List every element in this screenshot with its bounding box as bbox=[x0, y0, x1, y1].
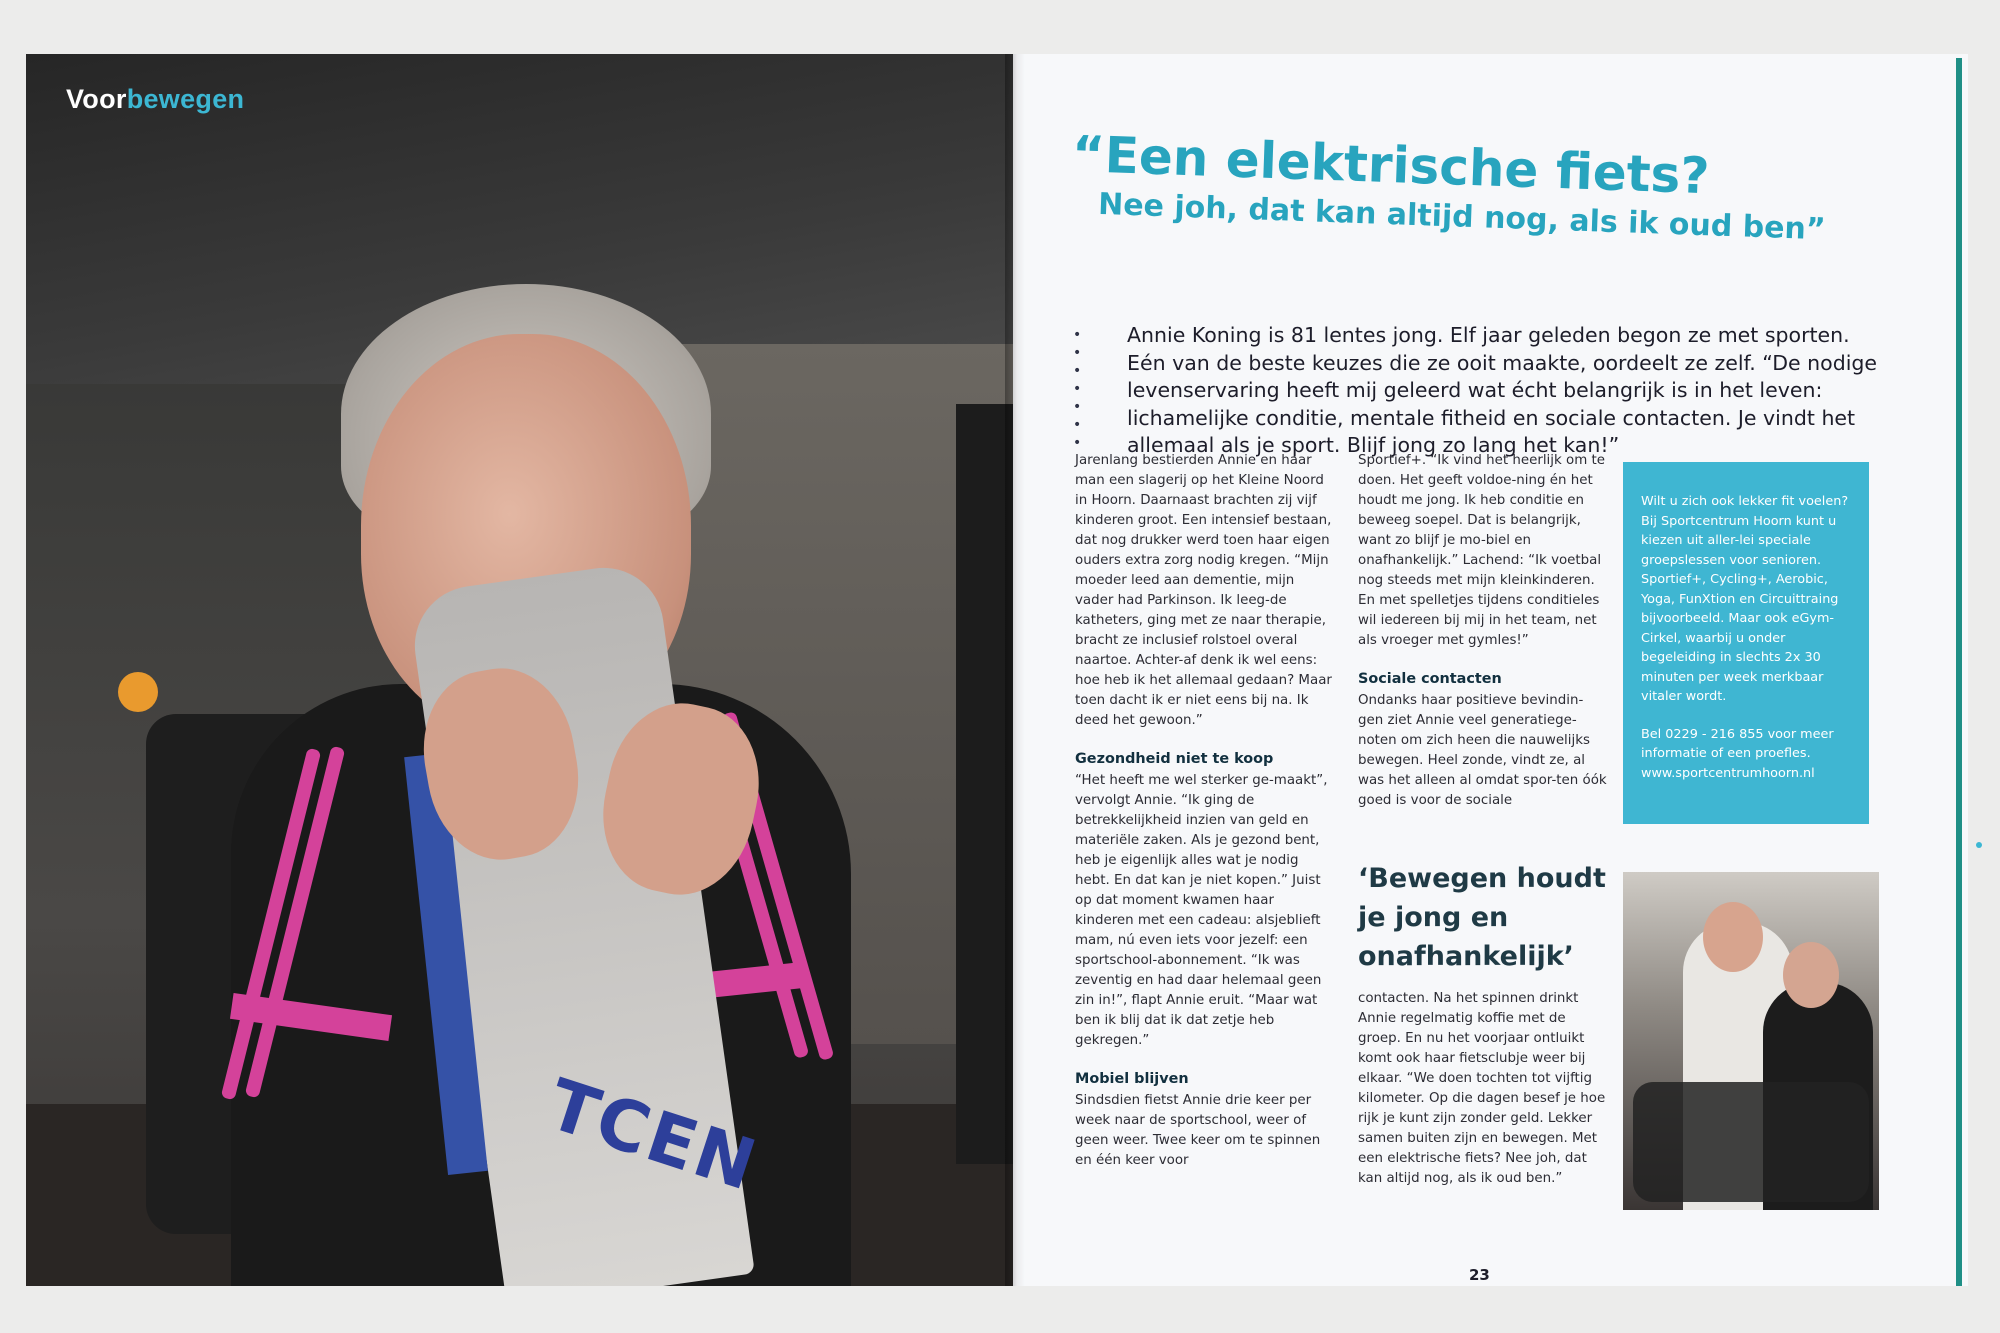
body-paragraph: “Het heeft me wel sterker ge-maakt”, vervolgt Annie. “Ik ging de betrekkelijkheid inzien van geld en materiële zaken. Als je gezond bent, heb je eigenlijk alles wat je nodig hebt. En dat kan je niet kopen.” Juist op dat moment kwamen haar kinderen met een cadeau: alsjeblieft mam, nú even iets voor jezelf: een sportschool-abonnement. “Ik was zeventig en had daar helemaal geen zin in!”, flapt Annie eruit. “Maar wat ben ik blij dat ik dat zetje heb gekregen.” bbox=[1075, 773, 1328, 1048]
bullet-icon: • bbox=[1073, 417, 1082, 433]
bullet-icon: • bbox=[1073, 435, 1082, 451]
bullet-icon: • bbox=[1073, 327, 1082, 343]
article-headline bbox=[1070, 124, 1933, 254]
trainer-head bbox=[1703, 902, 1763, 972]
info-box-contact: Bel 0229 - 216 855 voor meer informatie of een proefles. www.sportcentrumhoorn.nl bbox=[1641, 726, 1834, 781]
portrait-photo bbox=[26, 54, 1013, 1286]
headline-line2: Nee joh, dat kan altijd nog, als ik oud ben” bbox=[1097, 186, 1827, 248]
spine-shadow bbox=[1005, 54, 1025, 1286]
bullet-dots bbox=[1073, 322, 1093, 451]
body-paragraph: Sindsdien fietst Annie drie keer per week naar de sportschool, weer of geen weer. Twee keer om te spinnen en één keer voor bbox=[1075, 1093, 1321, 1168]
article-column-3 bbox=[1358, 989, 1608, 1207]
page-edge bbox=[1956, 58, 1962, 1286]
section-label-voor: Voor bbox=[66, 84, 127, 114]
body-paragraph: Jarenlang bestierden Annie en haar man een slagerij op het Kleine Noord in Hoorn. Daarnaast brachten zij vijf kinderen groot. Een intensief bestaan, dat nog drukker werd toen haar eigen ouders extra zorg nodig kregen. “Mijn moeder leed aan dementie, mijn vader had Parkinson. Ik leeg-de katheters, ging met ze naar therapie, bracht ze inclusief rolstoel overal naartoe. Achter-af denk ik wel eens: hoe heb ik het allemaal gedaan? Maar toen dacht ik er niet eens bij na. Ik deed het gewoon.” bbox=[1075, 453, 1332, 728]
edge-dot bbox=[1976, 842, 1982, 848]
info-box bbox=[1623, 462, 1869, 824]
section-label bbox=[66, 84, 244, 115]
bullet-icon: • bbox=[1073, 381, 1082, 397]
intro-text: Annie Koning is 81 lentes jong. Elf jaar geleden begon ze met sporten. Eén van de beste keuzes die ze ooit maakte, oordeelt ze zelf. “De nodige levenservaring heeft mij geleerd wat écht belangrijk is in het leven: lichamelijke conditie, mentale fitheid en sociale contacten. Je vindt het allemaal als je sport. Blijf jong zo lang het kan!” bbox=[1127, 323, 1878, 457]
bullet-icon: • bbox=[1073, 345, 1082, 361]
subheading: Gezondheid niet te koop bbox=[1075, 751, 1274, 767]
intro-paragraph bbox=[1073, 322, 1893, 460]
body-paragraph: contacten. Na het spinnen drinkt Annie regelmatig koffie met de groep. En nu het voorjaar ontluikt komt ook haar fietsclubje weer bij elkaar. “We doen tochten tot vijftig kilometer. Op die dagen besef je hoe rijk je kunt zijn zonder geld. Lekker samen buiten zijn en bewegen. Met een elektrische fiets? Nee joh, dat kan altijd nog, als ik oud ben.” bbox=[1358, 991, 1606, 1186]
info-box-text: Wilt u zich ook lekker fit voelen? Bij Sportcentrum Hoorn kunt u kiezen uit aller-lei speciale groepslessen voor senioren. Sportief+, Cycling+, Aerobic, Yoga, FunXtion en Circuittraing bijvoorbeeld. Maar ook eGym-Cirkel, waarbij u onder begeleiding in slechts 2x 30 minuten per week merkbaar vitaler wordt. bbox=[1641, 494, 1849, 704]
page-number: 23 bbox=[1469, 1266, 1490, 1284]
right-page-article bbox=[1013, 54, 1968, 1286]
article-column-1 bbox=[1075, 451, 1335, 1189]
towel-print: TCEN bbox=[538, 1063, 767, 1207]
section-label-bewegen: bewegen bbox=[126, 84, 245, 114]
body-paragraph: Ondanks haar positieve bevindin-gen ziet Annie veel generatiege-noten om zich heen die nauwelijks bewegen. Heel zonde, vindt ze, al was het alleen al omdat spor-ten óók goed is voor de sociale bbox=[1358, 693, 1607, 808]
article-column-2 bbox=[1358, 451, 1608, 829]
bullet-icon: • bbox=[1073, 399, 1082, 415]
gym-photo bbox=[1623, 872, 1879, 1210]
spinning-bike bbox=[1633, 1082, 1869, 1202]
woman-head bbox=[1783, 942, 1839, 1008]
subheading: Sociale contacten bbox=[1358, 671, 1502, 687]
body-paragraph: Sportief+. “Ik vind het heerlijk om te doen. Het geeft voldoe-ning én het houdt me jong. Ik heb conditie en beweeg soepel. Dat is belangrijk, want zo blijf je mo-biel en onafhankelijk.” Lachend: “Ik voetbal nog steeds met mijn kleinkinderen. En met spelletjes tijdens conditieles wil iedereen bij mij in het team, net als vroeger met gymles!” bbox=[1358, 453, 1605, 648]
machine-knob bbox=[118, 672, 158, 712]
headline-line1: “Een elektrische fiets? bbox=[1070, 124, 1711, 206]
subheading: Mobiel blijven bbox=[1075, 1071, 1189, 1087]
left-page-photo bbox=[26, 54, 1013, 1286]
pull-quote: ‘Bewegen houdt je jong en onafhankelijk’ bbox=[1358, 863, 1606, 972]
bullet-icon: • bbox=[1073, 363, 1082, 379]
